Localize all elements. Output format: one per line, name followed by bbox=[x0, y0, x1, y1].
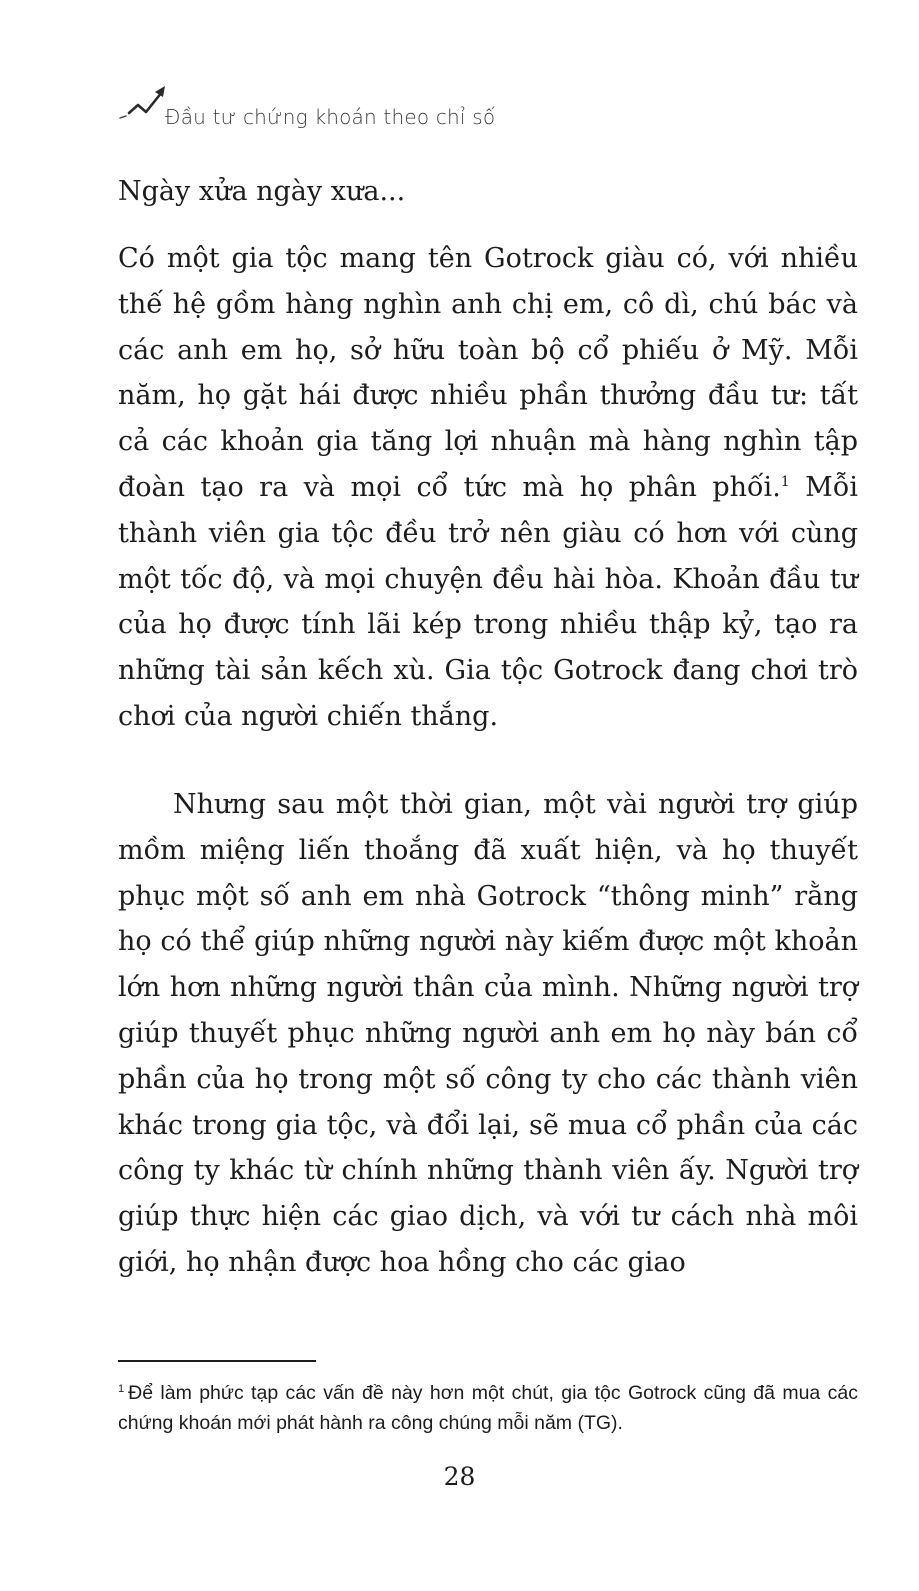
opening-line: Ngày xửa ngày xưa... bbox=[118, 176, 406, 207]
footnote bbox=[118, 1378, 858, 1438]
page-number: 28 bbox=[443, 1462, 476, 1491]
paragraph-1 bbox=[118, 236, 858, 740]
paragraph-2: Nhưng sau một thời gian, một vài người trợ giúp mồm miệng liến thoắng đã xuất hiện, và họ thuyết phục một số anh em nhà Gotrock “thông minh” rằng họ có thể giúp những người này kiếm được một khoản lớn hơn những người thân của mình. Những người trợ giúp thuyết phục những người anh em họ này bán cổ phần của họ trong một số công ty cho các thành viên khác trong gia tộc, và đổi lại, sẽ mua cổ phần của các công ty khác từ chính những thành viên ấy. Người trợ giúp thực hiện các giao dịch, và với tư cách nhà môi giới, họ nhận được hoa hồng cho các giao bbox=[118, 789, 858, 1278]
paragraph-1-text-b: Mỗi thành viên gia tộc đều trở nên giàu có hơn với cùng một tốc độ, và mọi chuyện đều hài hòa. Khoản đầu tư của họ được tính lãi kép trong nhiều thập kỷ, tạo ra những tài sản kếch xù. Gia tộc Gotrock đang chơi trò chơi của người chiến thắng. bbox=[118, 471, 858, 732]
running-header bbox=[118, 78, 818, 138]
footnote-divider bbox=[118, 1360, 316, 1362]
footnote-text: Để làm phức tạp các vấn đề này hơn một chút, gia tộc Gotrock cũng đã mua các chứng khoán mới phát hành ra công chúng mỗi năm (TG). bbox=[118, 1382, 858, 1434]
paragraph-1-text-a: Có một gia tộc mang tên Gotrock giàu có, với nhiều thế hệ gồm hàng nghìn anh chị em, cô dì, chú bác và các anh em họ, sở hữu toàn bộ cổ phiếu ở Mỹ. Mỗi năm, họ gặt hái được nhiều phần thưởng đầu tư: tất cả các khoản gia tăng lợi nhuận mà hàng nghìn tập đoàn tạo ra và mọi cổ tức mà họ phân phối. bbox=[118, 243, 858, 503]
footnote-mark: 1 bbox=[118, 1382, 125, 1395]
footnote-reference[interactable]: 1 bbox=[780, 473, 790, 490]
running-header-title: Đầu tư chứng khoán theo chỉ số bbox=[165, 105, 496, 129]
